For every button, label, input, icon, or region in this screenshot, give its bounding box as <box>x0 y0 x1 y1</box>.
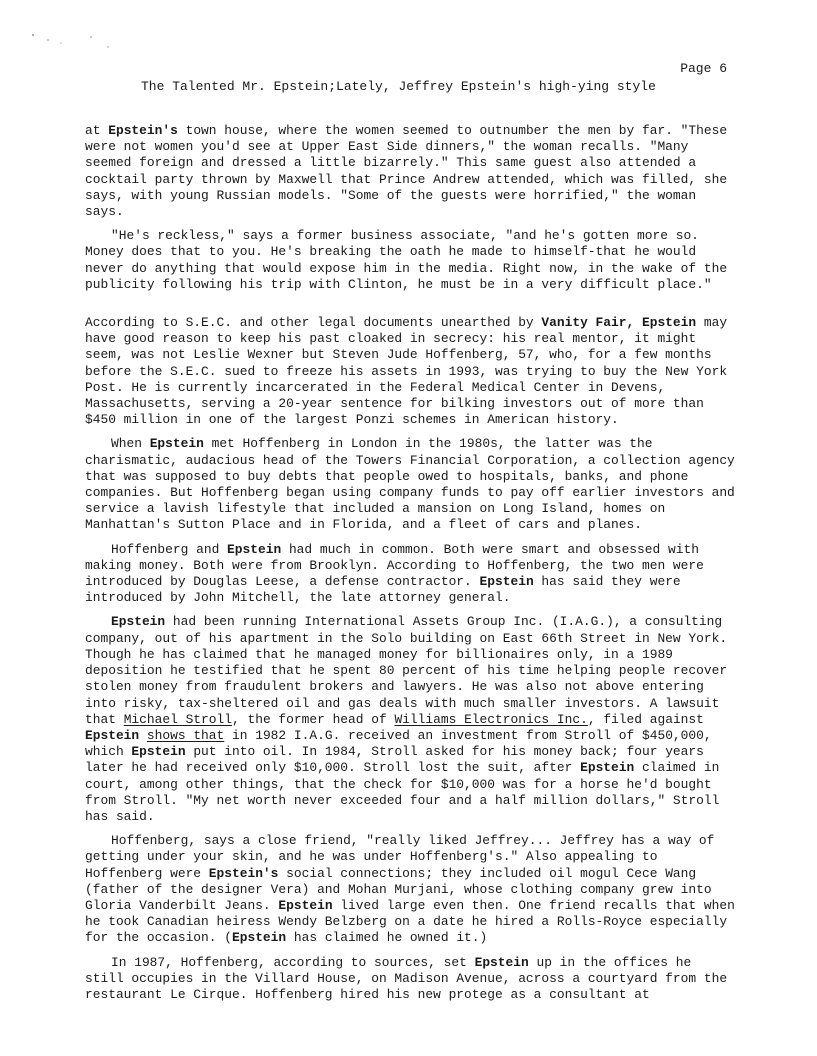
paragraph <box>85 228 735 293</box>
text-run: has claimed he owned it.) <box>286 930 488 946</box>
underlined-text: shows that <box>146 727 225 743</box>
text-run: has said they were introduced by John Mitchell, the late attorney general. <box>85 574 681 606</box>
scan-specks <box>30 30 120 60</box>
bold-text: Epstein's <box>208 865 279 881</box>
bold-text: Epstein <box>227 541 282 557</box>
text-run: had much in common. Both were smart and obsessed with making money. Both were from Brooklyn. According to Hoffenberg, the two men were introduced by Douglas Leese, a defense contractor. <box>85 541 704 590</box>
paragraph <box>85 614 735 825</box>
bold-text: Epstein <box>231 930 287 946</box>
paragraph <box>85 542 735 607</box>
bold-text: Epstein <box>474 954 529 970</box>
bold-text: Epstein's <box>108 123 178 138</box>
text-run: lived large even then. One friend recalls that when he took Canadian heiress Wendy Belzberg on a date he hired a Rolls-Royce especially for the occasion. ( <box>85 897 735 946</box>
paragraph <box>85 955 735 1004</box>
paragraph <box>85 123 735 220</box>
bold-text: Epstein <box>479 574 534 590</box>
paragraph <box>85 833 735 946</box>
paragraph <box>85 436 735 533</box>
text-run <box>139 728 147 743</box>
text-run: According to S.E.C. and other legal documents unearthed by <box>85 315 542 331</box>
paragraph <box>85 315 735 428</box>
text-run: Hoffenberg, says a close friend, "really liked Jeffrey... Jeffrey has a way of getting under your skin, and he was under Hoffenberg's." Also appealing to Hoffenberg were <box>85 833 715 881</box>
text-run: town house, where the women seemed to outnumber the men by far. "These were not women you'd see at Upper East Side dinners," the woman recalls. "Many seemed foreign and dressed a little bizarrely." This same guest also attended a cocktail party thrown by Maxwell that Prince Andrew attended, which was filled, she says, with young Russian models. "Some of the guests were horrified," the woman says. <box>85 123 728 220</box>
article-body <box>85 123 735 1011</box>
text-run: social connections; they included oil mogul Cece Wang (father of the designer Vera) and Mohan Murjani, whose clothing company grew into Gloria Vanderbilt Jeans. <box>85 865 712 913</box>
text-run: claimed in court, among other things, that the check for $10,000 was for a horse he'd bought from Stroll. "My net worth never exceeded four and a half million dollars," Stroll has said. <box>85 760 720 824</box>
text-run: "He's reckless," says a former business associate, "and he's gotten more so. Money does that to you. He's breaking the oath he made to himself-that he would never do anything that would expose him in the media. Right now, in the wake of the publicity following his trip with Clinton, he must be in a very difficult place." <box>85 228 728 292</box>
bold-text: Vanity Fair, Epstein <box>541 315 697 331</box>
underlined-text: Michael Stroll <box>123 711 232 727</box>
running-title: The Talented Mr. Epstein;Lately, Jeffrey Epstein's high-ying style <box>141 79 656 94</box>
bold-text: Epstein <box>85 727 140 743</box>
bold-text: Epstein <box>131 744 186 760</box>
text-run: at <box>85 123 109 138</box>
text-run: met Hoffenberg in London in the 1980s, the latter was the charismatic, audacious head of the Towers Financial Corporation, a collection agency that was supposed to buy debts that people owed to hospitals, banks, and phone companies. But Hoffenberg began using company funds to pay off earlier investors and service a lavish lifestyle that included a mansion on Long Island, homes on Manhattan's Sutton Place and in Florida, and a fleet of cars and planes. <box>85 436 735 533</box>
text-run: When <box>111 436 150 452</box>
bold-text: Epstein <box>278 897 333 913</box>
underlined-text: Williams Electronics Inc. <box>394 711 588 727</box>
bold-text: Epstein <box>149 436 204 452</box>
text-block <box>85 315 735 1003</box>
text-run: put into oil. In 1984, Stroll asked for his money back; four years later he had received only $10,000. Stroll lost the suit, after <box>85 744 704 776</box>
text-run: , the former head of <box>232 711 395 727</box>
bold-text: Epstein <box>111 614 166 630</box>
text-run: Hoffenberg and <box>111 541 228 557</box>
text-run: up in the offices he still occupies in the Villard House, on Madison Avenue, across a courtyard from the restaurant Le Cirque. Hoffenberg hired his new protege as a consultant at <box>85 954 728 1002</box>
text-run: had been running International Assets Group Inc. (I.A.G.), a consulting company, out of his apartment in the Solo building on East 66th Street in New York. Though he has claimed that he managed money for billionaires only, in a 1989 deposition he testified that he spent 80 percent of his time helping people recover stolen money from fraudulent brokers and lawyers. He was also not above entering into risky, tax-sheltered oil and gas deals with much smaller investors. A lawsuit that <box>85 614 728 727</box>
text-run: may have good reason to keep his past cloaked in secrecy: his real mentor, it might seem, was not Leslie Wexner but Steven Jude Hoffenberg, 57, who, for a few months before the S.E.C. sued to freeze his assets in 1993, was trying to buy the New York Post. He is currently incarcerated in the Federal Medical Center in Devens, Massachusetts, serving a 20-year sentence for bilking investors out of more than $450 million in one of the largest Ponzi schemes in American history. <box>85 315 728 428</box>
text-run: in 1982 I.A.G. received an investment from Stroll of $450,000, which <box>85 727 712 760</box>
bold-text: Epstein <box>580 760 635 776</box>
text-run: In 1987, Hoffenberg, according to sources, set <box>111 954 475 970</box>
text-run: , filed against <box>587 711 704 727</box>
text-block <box>85 123 735 293</box>
page-number: Page 6 <box>680 61 727 76</box>
